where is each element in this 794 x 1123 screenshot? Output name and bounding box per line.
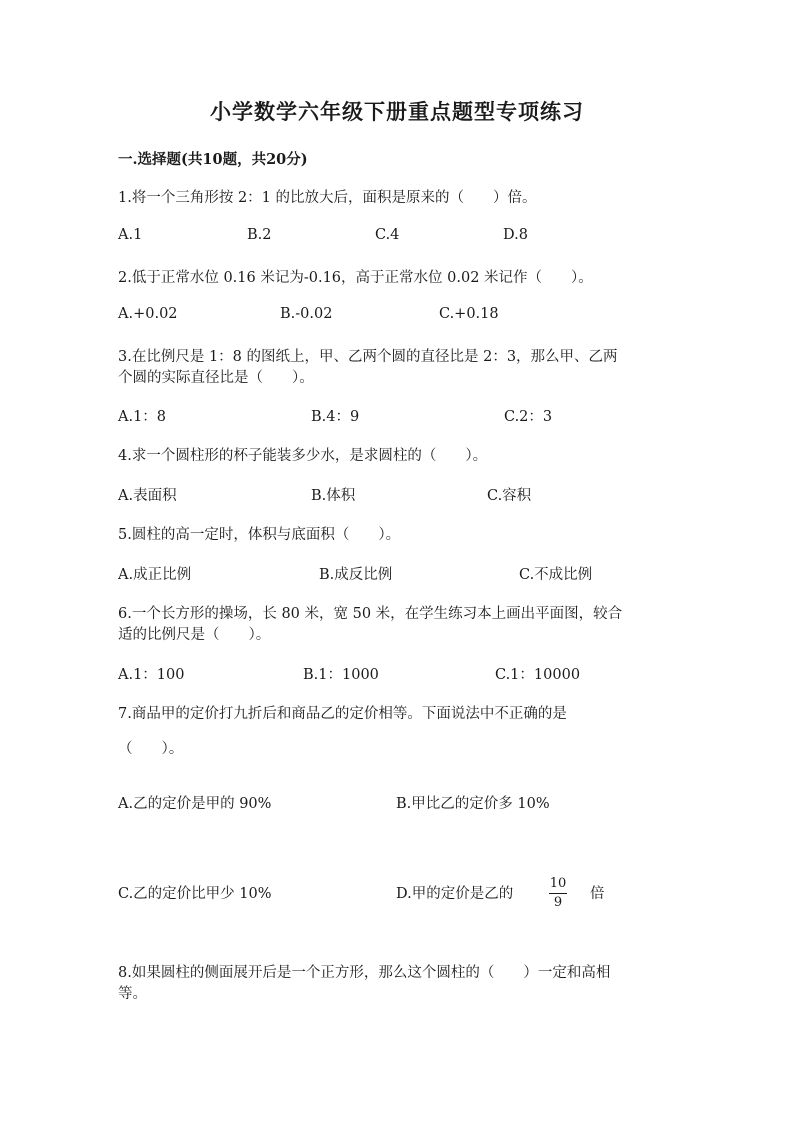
question-4-option-c[interactable]: C.容积	[487, 488, 532, 504]
fraction-bar	[549, 893, 567, 894]
question-6-option-b[interactable]: B.1：1000	[303, 667, 379, 683]
question-7-option-b[interactable]: B.甲比乙的定价多 10%	[396, 796, 550, 812]
question-6-option-a[interactable]: A.1：100	[118, 667, 185, 683]
question-8-text-line2: 等。	[118, 986, 147, 1002]
question-4-option-b[interactable]: B.体积	[311, 488, 356, 504]
question-3-option-a[interactable]: A.1：8	[118, 409, 167, 425]
question-2-option-b[interactable]: B.-0.02	[280, 306, 333, 322]
question-7-text-line1: 7.商品甲的定价打九折后和商品乙的定价相等。下面说法中不正确的是	[118, 706, 567, 722]
question-4-option-a[interactable]: A.表面积	[118, 488, 177, 504]
question-1-option-b[interactable]: B.2	[247, 227, 272, 243]
question-5-text: 5.圆柱的高一定时，体积与底面积（ ）。	[118, 527, 401, 543]
question-7-text-line2: （ ）。	[118, 741, 184, 757]
question-6-text-line2: 适的比例尺是（ ）。	[118, 627, 271, 643]
fraction-numerator: 10	[549, 876, 567, 891]
question-5-option-c[interactable]: C.不成比例	[519, 567, 593, 583]
question-2-text: 2.低于正常水位 0.16 米记为-0.16，高于正常水位 0.02 米记作（ ）。	[118, 270, 593, 286]
question-8-text-line1: 8.如果圆柱的侧面展开后是一个正方形，那么这个圆柱的（ ）一定和高相	[118, 965, 611, 981]
question-3-option-c[interactable]: C.2：3	[504, 409, 553, 425]
question-5-option-b[interactable]: B.成反比例	[319, 567, 393, 583]
question-6-option-c[interactable]: C.1：10000	[495, 667, 581, 683]
question-7-option-d-fraction	[549, 876, 567, 911]
question-3-text-line1: 3.在比例尺是 1：8 的图纸上，甲、乙两个圆的直径比是 2：3，那么甲、乙两	[118, 349, 618, 365]
question-2-option-a[interactable]: A.+0.02	[118, 306, 178, 322]
question-7-option-a[interactable]: A.乙的定价是甲的 90%	[118, 796, 272, 812]
question-3-text-line2: 个圆的实际直径比是（ ）。	[118, 370, 314, 386]
question-1-option-c[interactable]: C.4	[375, 227, 400, 243]
section-heading: 一.选择题(共10题，共20分)	[118, 151, 308, 168]
question-1-option-a[interactable]: A.1	[118, 227, 143, 243]
question-2-option-c[interactable]: C.+0.18	[439, 306, 499, 322]
question-7-option-d-suffix: 倍	[590, 886, 605, 902]
question-6-text-line1: 6.一个长方形的操场，长 80 米，宽 50 米，在学生练习本上画出平面图，较合	[118, 606, 623, 622]
question-3-option-b[interactable]: B.4：9	[311, 409, 360, 425]
question-7-option-d[interactable]: D.甲的定价是乙的	[396, 886, 514, 902]
question-4-text: 4.求一个圆柱形的杯子能装多少水，是求圆柱的（ ）。	[118, 448, 488, 464]
question-1-option-d[interactable]: D.8	[503, 227, 528, 243]
page-title: 小学数学六年级下册重点题型专项练习	[210, 99, 584, 124]
fraction-denominator: 9	[553, 895, 563, 910]
question-5-option-a[interactable]: A.成正比例	[118, 567, 192, 583]
question-1-text: 1.将一个三角形按 2：1 的比放大后，面积是原来的（ ）倍。	[118, 190, 537, 206]
question-7-option-c[interactable]: C.乙的定价比甲少 10%	[118, 886, 272, 902]
